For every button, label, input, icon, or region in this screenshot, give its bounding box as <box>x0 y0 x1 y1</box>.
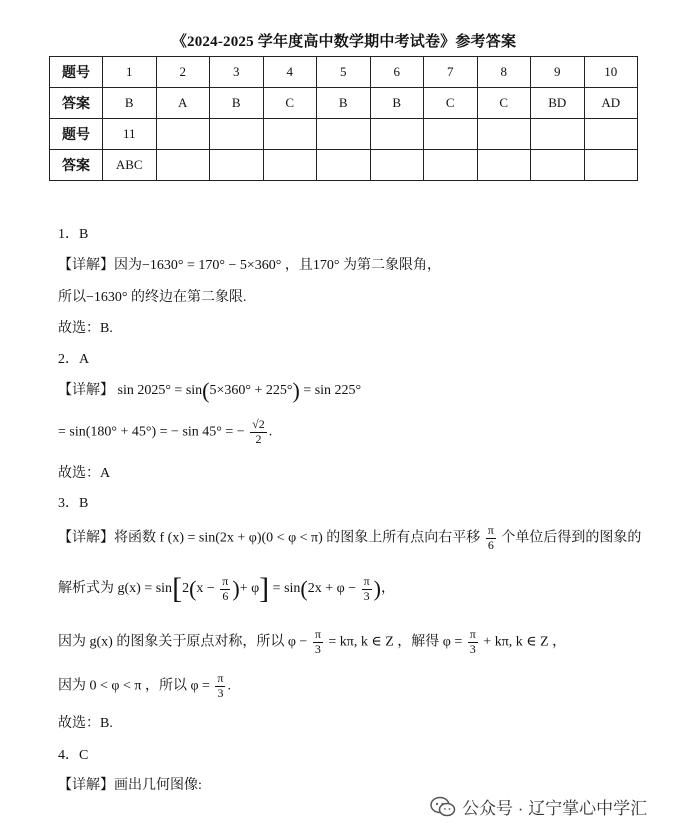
q2-line-3: 故选：A <box>58 466 111 481</box>
table-cell <box>477 150 531 181</box>
q3-expr-part: 因为 0 < φ < π ，所以 φ = <box>58 678 210 694</box>
table-cell: B <box>370 88 424 119</box>
table-cell: 2 <box>156 57 210 88</box>
answer-table <box>49 56 638 181</box>
table-cell: B <box>317 88 371 119</box>
denominator: 6 <box>222 588 229 603</box>
q2-expr-part: = sin(180° + 45°) = − sin 45° = − <box>58 424 245 440</box>
numerator: π <box>217 671 224 685</box>
numerator: π <box>222 573 229 588</box>
table-cell <box>424 150 478 181</box>
paren-close: ) <box>292 378 300 403</box>
table-cell: C <box>477 88 531 119</box>
table-cell: 4 <box>263 57 317 88</box>
paren-close: ) <box>232 576 240 601</box>
q1-line-1: 【详解】因为−1630° = 170° − 5×360° ，且170° 为第二象限角， <box>58 258 441 273</box>
table-cell: C <box>263 88 317 119</box>
table-cell <box>584 119 638 150</box>
q2-line-1 <box>58 378 361 404</box>
q3-expr-part: + kπ, k ∈ Z ， <box>483 634 567 650</box>
q3-expr-part: . <box>227 678 231 694</box>
q3-expr-part: 个单位后得到的图象的 <box>501 530 642 546</box>
table-cell: B <box>103 88 157 119</box>
denominator: 3 <box>469 641 476 656</box>
table-cell <box>370 150 424 181</box>
table-cell <box>156 150 210 181</box>
q2-expr-part: 5×360° + 225° <box>209 383 293 399</box>
q3-expr-part: 因为 g(x) 的图象关于原点对称，所以 φ − <box>58 634 308 650</box>
q3-heading: 3．B <box>58 496 89 511</box>
row-label: 答案 <box>50 88 103 119</box>
wechat-icon <box>430 796 456 818</box>
fraction <box>468 628 478 657</box>
q3-expr-part: = kπ, k ∈ Z ，解得 φ = <box>328 634 463 650</box>
q4-line-1: 【详解】画出几何图像: <box>58 778 202 793</box>
q1-line-3: 故选：B. <box>58 321 113 336</box>
numerator: π <box>314 627 321 641</box>
q2-line-2 <box>58 418 272 447</box>
numerator: √2 <box>252 417 265 431</box>
watermark-text: 公众号 · 辽宁掌心中学汇 <box>462 799 648 818</box>
table-cell: 5 <box>317 57 371 88</box>
table-cell <box>210 119 264 150</box>
table-cell: C <box>424 88 478 119</box>
denominator: 3 <box>363 588 370 603</box>
fraction <box>250 418 267 447</box>
q4-heading: 4．C <box>58 748 89 763</box>
bracket-open: [ <box>172 572 183 605</box>
table-cell <box>210 150 264 181</box>
numerator: π <box>469 627 476 641</box>
denominator: 2 <box>255 431 262 446</box>
paren-close: ) <box>373 576 381 601</box>
wechat-watermark <box>430 794 647 819</box>
q3-expr-part: ， <box>381 581 395 597</box>
table-row <box>50 150 638 181</box>
q3-expr-part: = sin <box>272 581 301 597</box>
table-cell: 7 <box>424 57 478 88</box>
table-row <box>50 88 638 119</box>
table-cell <box>263 119 317 150</box>
numerator: π <box>363 573 370 588</box>
denominator: 3 <box>314 641 321 656</box>
q3-expr-part: 解析式为 g(x) = sin <box>58 581 173 597</box>
q3-line-3 <box>58 628 566 657</box>
numerator: π <box>487 523 494 537</box>
q3-line-4 <box>58 672 231 701</box>
paren-open: ( <box>300 576 308 601</box>
table-row <box>50 57 638 88</box>
denominator: 6 <box>487 537 494 552</box>
table-cell: 3 <box>210 57 264 88</box>
table-cell: AD <box>584 88 638 119</box>
q2-heading: 2．A <box>58 352 90 367</box>
row-label: 题号 <box>50 119 103 150</box>
q3-line-5: 故选：B. <box>58 716 113 731</box>
table-cell <box>531 150 585 181</box>
q2-expr-part: 【详解】 sin 2025° = sin <box>58 383 203 399</box>
fraction <box>220 575 230 604</box>
denominator: 3 <box>217 685 224 700</box>
table-cell <box>584 150 638 181</box>
q1-heading: 1．B <box>58 227 89 242</box>
table-cell: A <box>156 88 210 119</box>
q2-expr-part: = sin 225° <box>303 383 362 399</box>
table-cell: ABC <box>103 150 157 181</box>
table-row <box>50 119 638 150</box>
paren-open: ( <box>189 576 197 601</box>
table-cell: 11 <box>103 119 157 150</box>
table-cell <box>370 119 424 150</box>
table-cell <box>477 119 531 150</box>
table-cell: 10 <box>584 57 638 88</box>
table-cell: 6 <box>370 57 424 88</box>
q3-expr-part: 2 <box>182 581 190 597</box>
row-label: 答案 <box>50 150 103 181</box>
table-cell: B <box>210 88 264 119</box>
q3-line-1 <box>58 524 641 553</box>
fraction <box>362 575 372 604</box>
table-cell <box>424 119 478 150</box>
q3-line-2 <box>58 572 395 606</box>
table-cell: 1 <box>103 57 157 88</box>
bracket-close: ] <box>259 572 270 605</box>
table-cell: 9 <box>531 57 585 88</box>
fraction <box>486 524 496 553</box>
table-cell <box>317 119 371 150</box>
table-cell <box>317 150 371 181</box>
q3-expr-part: + φ <box>239 581 260 597</box>
q3-expr-part: 【详解】将函数 f (x) = sin(2x + φ)(0 < φ < π) 的图象上所有点向右平移 <box>58 530 481 546</box>
row-label: 题号 <box>50 57 103 88</box>
table-cell <box>156 119 210 150</box>
table-cell <box>263 150 317 181</box>
table-cell <box>531 119 585 150</box>
table-cell: BD <box>531 88 585 119</box>
q3-expr-part: 2x + φ − <box>307 581 357 597</box>
q2-expr-part: . <box>268 424 273 440</box>
q3-expr-part: x − <box>196 581 215 597</box>
paren-open: ( <box>202 378 210 403</box>
document-title: 《2024-2025 学年度高中数学期中考试卷》参考答案 <box>171 34 517 50</box>
q1-line-2: 所以−1630° 的终边在第二象限. <box>58 290 247 305</box>
table-cell: 8 <box>477 57 531 88</box>
fraction <box>313 628 323 657</box>
fraction <box>215 672 225 701</box>
